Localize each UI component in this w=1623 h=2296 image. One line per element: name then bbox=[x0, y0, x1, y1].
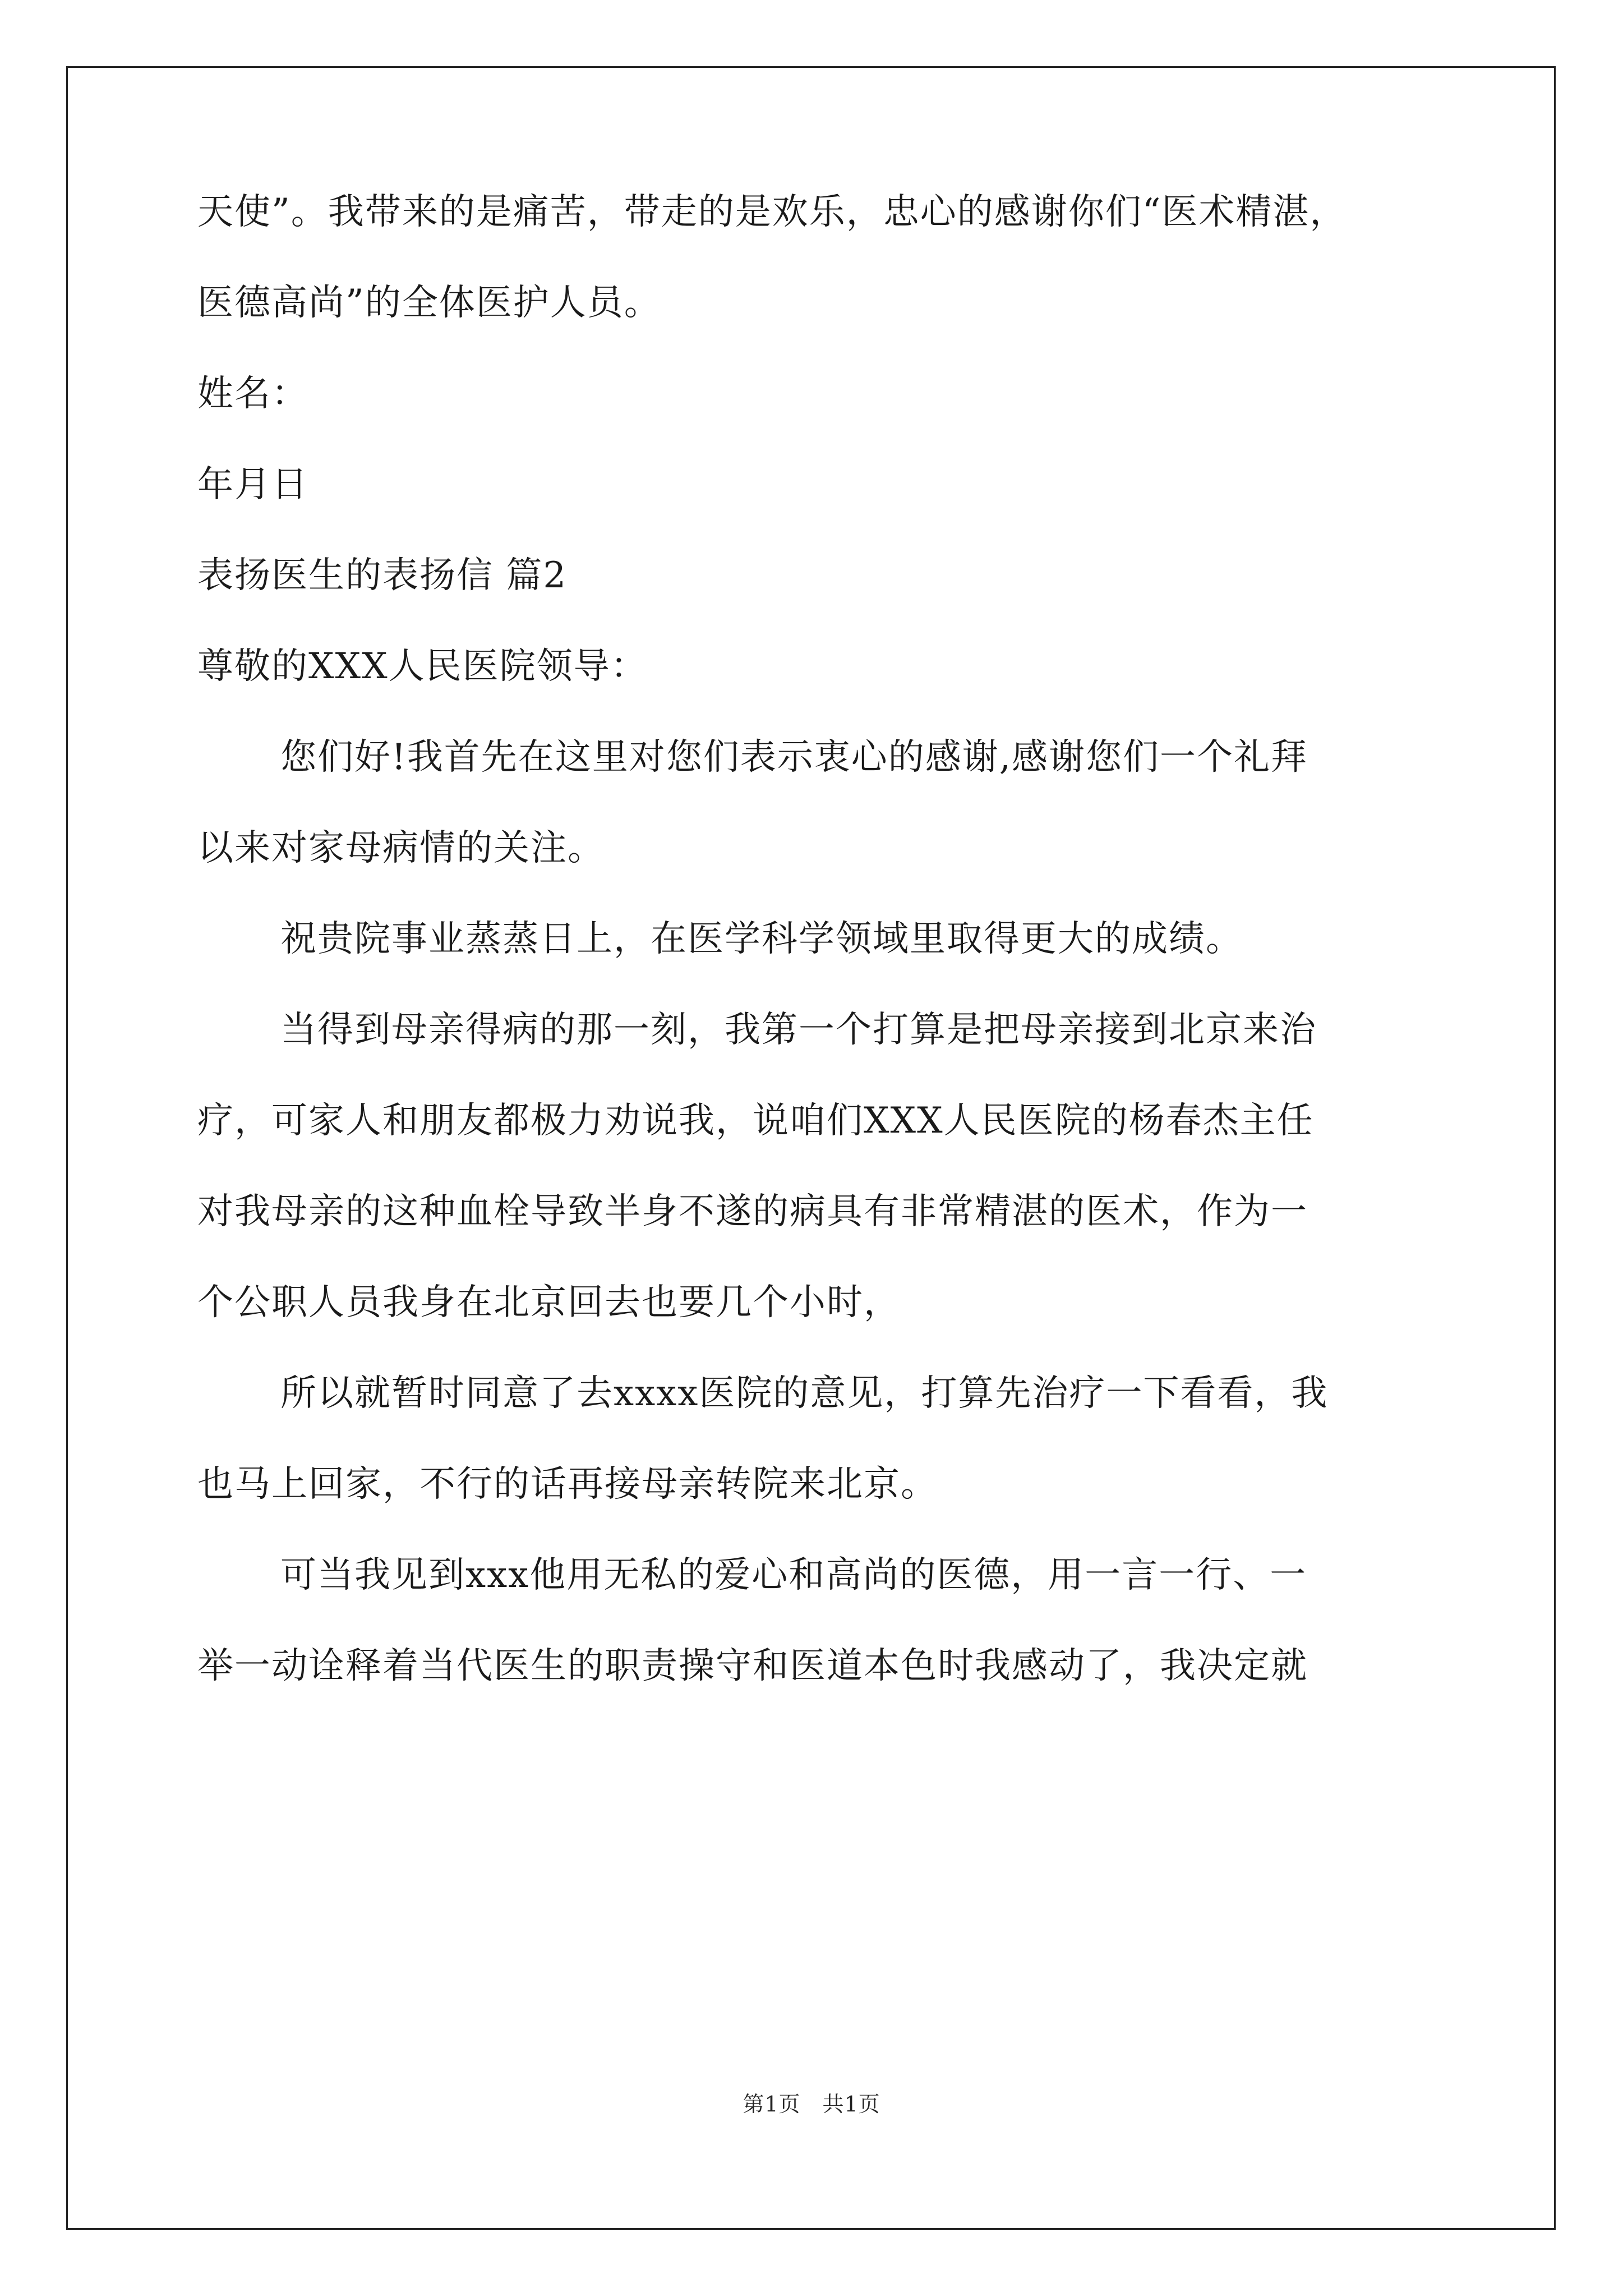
text-line: 可当我见到xxx他用无私的爱心和高尚的医德，用一言一行、一 bbox=[280, 1554, 1307, 1596]
text-line: 祝贵院事业蒸蒸日上，在医学科学领域里取得更大的成绩。 bbox=[280, 918, 1243, 960]
text-line: 天使”。我带来的是痛苦，带走的是欢乐，忠心的感谢你们“医术精湛， bbox=[197, 191, 1347, 233]
salutation: 尊敬的XXX人民医院领导： bbox=[197, 646, 648, 687]
text-line: 所以就暂时同意了去xxxx医院的意见，打算先治疗一下看看，我 bbox=[280, 1373, 1329, 1414]
text-line: 以来对家母病情的关注。 bbox=[197, 827, 605, 869]
text-line: 对我母亲的这种血栓导致半身不遂的病具有非常精湛的医术，作为一 bbox=[197, 1191, 1308, 1232]
text-line: 举一动诠释着当代医生的职责操守和医道本色时我感动了，我决定就 bbox=[197, 1645, 1308, 1687]
section-heading: 表扬医生的表扬信 篇2 bbox=[197, 555, 568, 596]
text-line: 个公职人员我身在北京回去也要几个小时， bbox=[197, 1282, 901, 1323]
text-line: 当得到母亲得病的那一刻，我第一个打算是把母亲接到北京来治 bbox=[280, 1009, 1317, 1051]
text-line: 也马上回家，不行的话再接母亲转院来北京。 bbox=[197, 1464, 938, 1505]
text-line: 年月日 bbox=[197, 464, 308, 505]
text-line: 姓名： bbox=[197, 373, 308, 415]
text-line: 医德高尚”的全体医护人员。 bbox=[197, 282, 661, 324]
page-footer: 第1页 共1页 bbox=[743, 2092, 880, 2116]
text-line: 您们好!我首先在这里对您们表示衷心的感谢,感谢您们一个礼拜 bbox=[280, 737, 1308, 778]
document-body bbox=[197, 191, 1437, 1687]
text-line: 疗，可家人和朋友都极力劝说我，说咱们XXX人民医院的杨春杰主任 bbox=[197, 1100, 1314, 1142]
